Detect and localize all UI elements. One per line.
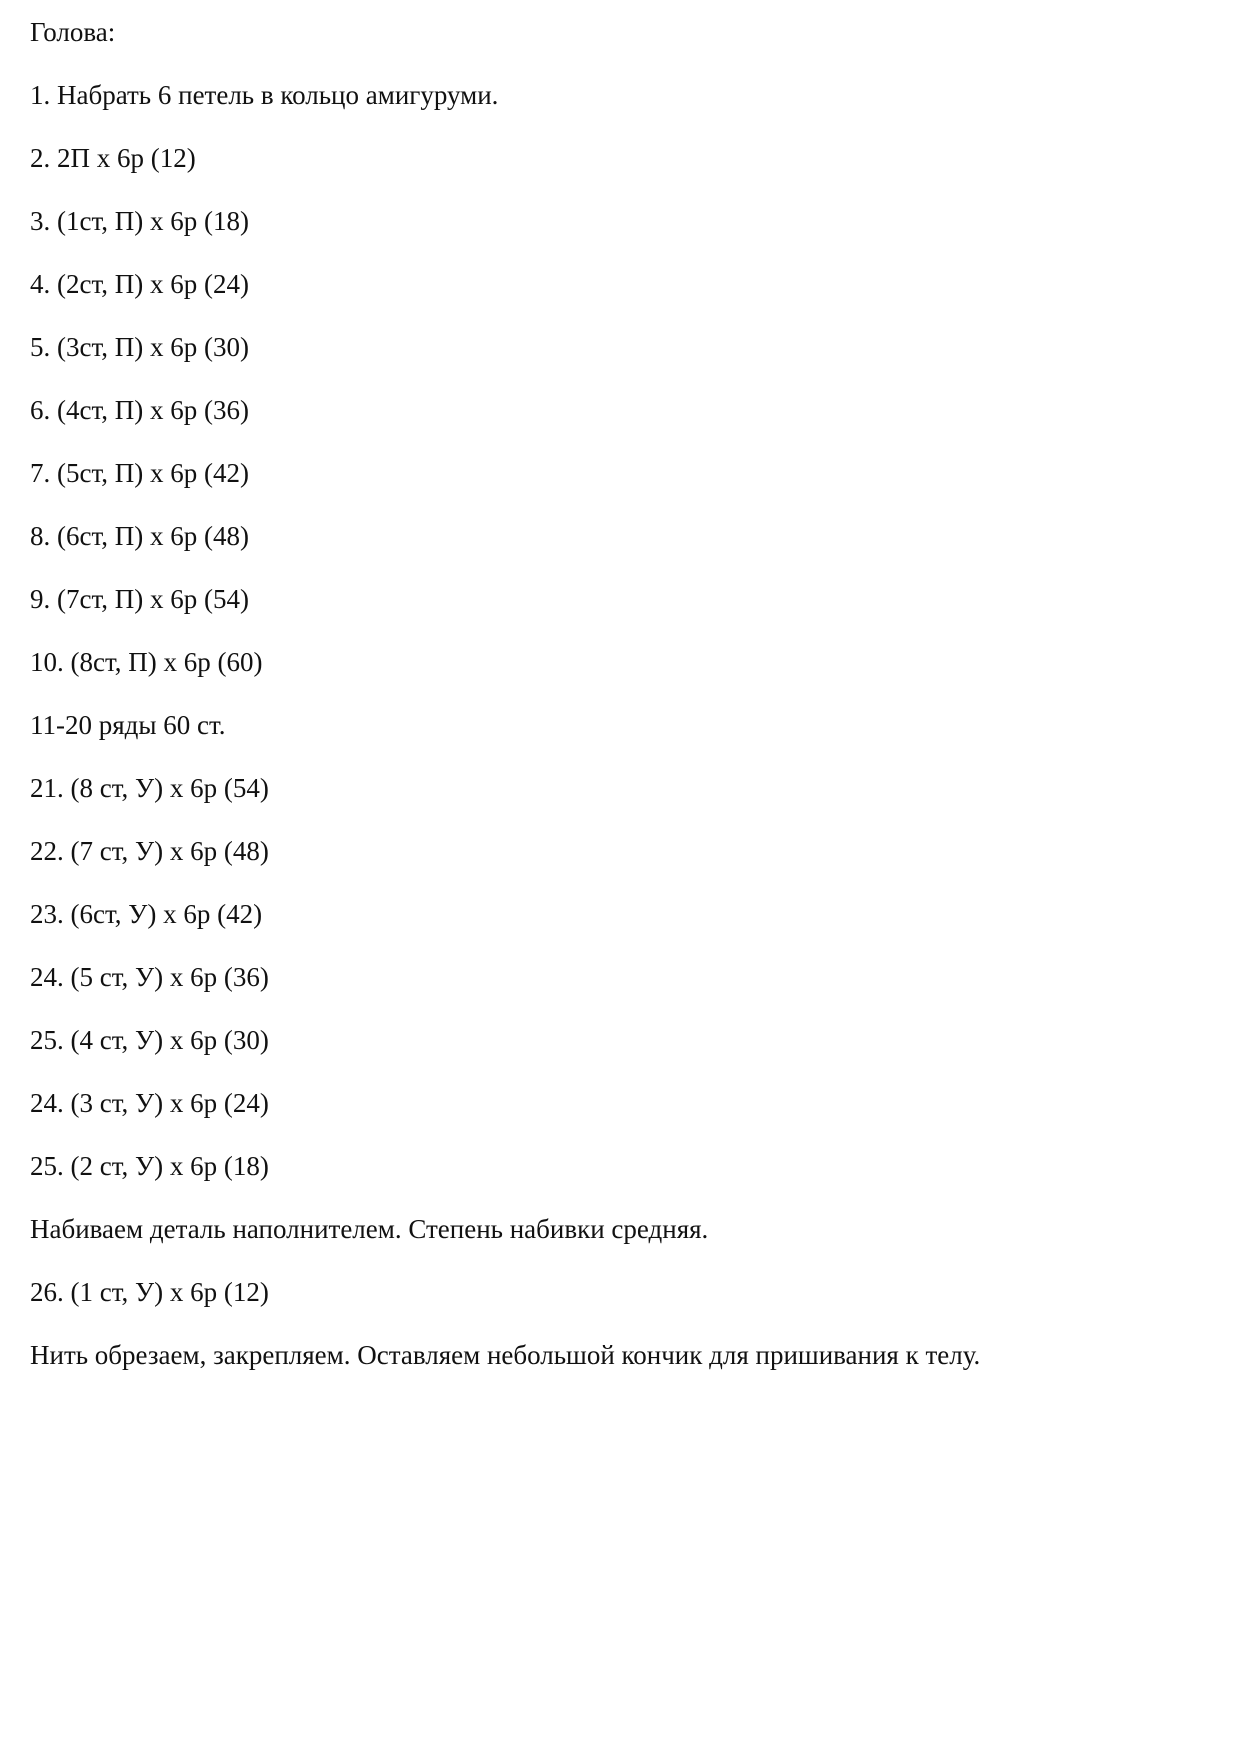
pattern-row: 6. (4ст, П) х 6р (36) bbox=[30, 395, 249, 425]
pattern-row: 11-20 ряды 60 ст. bbox=[30, 710, 226, 740]
pattern-row: 9. (7ст, П) х 6р (54) bbox=[30, 584, 249, 614]
pattern-row: 3. (1ст, П) х 6р (18) bbox=[30, 206, 249, 236]
pattern-row: 2. 2П х 6р (12) bbox=[30, 143, 196, 173]
section-heading: Голова: bbox=[30, 17, 116, 47]
instruction-note: Набиваем деталь наполнителем. Степень набивки средняя. bbox=[30, 1214, 709, 1244]
instruction-note: Нить обрезаем, закрепляем. Оставляем небольшой кончик для пришивания к телу. bbox=[30, 1340, 981, 1370]
pattern-row: 26. (1 ст, У) х 6р (12) bbox=[30, 1277, 269, 1307]
pattern-row: 8. (6ст, П) х 6р (48) bbox=[30, 521, 249, 551]
pattern-row: 1. Набрать 6 петель в кольцо амигуруми. bbox=[30, 80, 499, 110]
pattern-row: 5. (3ст, П) х 6р (30) bbox=[30, 332, 249, 362]
pattern-row: 4. (2ст, П) х 6р (24) bbox=[30, 269, 249, 299]
pattern-row: 10. (8ст, П) х 6р (60) bbox=[30, 647, 263, 677]
pattern-row: 22. (7 ст, У) х 6р (48) bbox=[30, 836, 269, 866]
pattern-row: 24. (5 ст, У) х 6р (36) bbox=[30, 962, 269, 992]
pattern-row: 23. (6ст, У) х 6р (42) bbox=[30, 899, 263, 929]
pattern-row: 21. (8 ст, У) х 6р (54) bbox=[30, 773, 269, 803]
pattern-row: 25. (2 ст, У) х 6р (18) bbox=[30, 1151, 269, 1181]
pattern-row: 24. (3 ст, У) х 6р (24) bbox=[30, 1088, 269, 1118]
pattern-text bbox=[30, 16, 1210, 1402]
pattern-row: 25. (4 ст, У) х 6р (30) bbox=[30, 1025, 269, 1055]
pattern-row: 7. (5ст, П) х 6р (42) bbox=[30, 458, 249, 488]
